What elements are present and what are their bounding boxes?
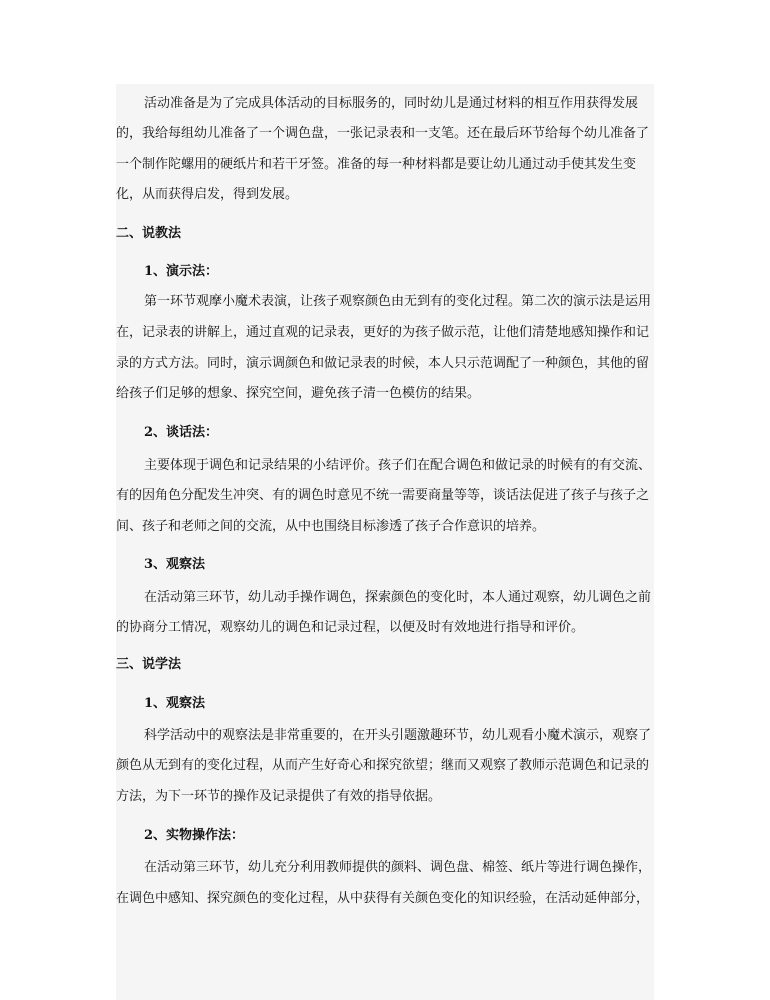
subsection-heading: 3、观察法 — [144, 557, 206, 572]
paragraph-line: 主要体现于调色和记录结果的小结评价。孩子们在配合调色和做记录的时候有的有交流、 — [144, 458, 652, 473]
paragraph-line: 第一环节观摩小魔术表演，让孩子观察颜色由无到有的变化过程。第二次的演示法是运用 — [144, 294, 652, 309]
subsection-heading: 2、谈话法： — [144, 425, 219, 440]
paragraph-line: 的协商分工情况，观察幼儿的调色和记录过程，以便及时有效地进行指导和评价。 — [116, 620, 585, 635]
paragraph-line: 活动准备是为了完成具体活动的目标服务的，同时幼儿是通过材料的相互作用获得发展 — [144, 96, 639, 111]
subsection-heading: 1、演示法： — [144, 264, 219, 279]
paragraph-line: 一个制作陀螺用的硬纸片和若干牙签。准备的每一种材料都是要让幼儿通过动手使其发生变 — [116, 157, 637, 172]
paragraph-line: 录的方式方法。同时，演示调颜色和做记录表的时候，本人只示范调配了一种颜色，其他的留 — [116, 356, 650, 371]
paragraph-line: 在调色中感知、探究颜色的变化过程，从中获得有关颜色变化的知识经验，在活动延伸部分， — [116, 891, 650, 906]
section-heading: 二、说教法 — [116, 226, 182, 241]
subsection-heading: 1、观察法 — [144, 696, 206, 711]
paragraph-line: 在活动第三环节，幼儿动手操作调色，探索颜色的变化时，本人通过观察，幼儿调色之前 — [144, 590, 652, 605]
paragraph-line: 科学活动中的观察法是非常重要的，在开头引题激趣环节，幼儿观看小魔术演示，观察了 — [144, 728, 652, 743]
paragraph-line: 的，我给每组幼儿准备了一个调色盘，一张记录表和一支笔。还在最后环节给每个幼儿准备了 — [116, 126, 650, 141]
subsection-heading: 2、实物操作法： — [144, 828, 245, 843]
paragraph-line: 方法，为下一环节的操作及记录提供了有效的指导依据。 — [116, 789, 442, 804]
paragraph-line: 化，从而获得启发，得到发展。 — [116, 187, 299, 202]
section-heading: 三、说学法 — [116, 657, 182, 672]
paragraph-line: 间、孩子和老师之间的交流，从中也围绕目标渗透了孩子合作意识的培养。 — [116, 519, 546, 534]
paragraph-line: 给孩子们足够的想象、探究空间，避免孩子清一色模仿的结果。 — [116, 386, 481, 401]
paragraph-line: 颜色从无到有的变化过程，从而产生好奇心和探究欲望；继而又观察了教师示范调色和记录的 — [116, 758, 650, 773]
paragraph-line: 在，记录表的讲解上，通过直观的记录表，更好的为孩子做示范，让他们清楚地感知操作和记 — [116, 325, 650, 340]
document-page — [116, 84, 654, 1000]
paragraph-line: 在活动第三环节，幼儿充分利用教师提供的颜料、调色盘、棉签、纸片等进行调色操作， — [144, 860, 652, 875]
paragraph-line: 有的因角色分配发生冲突、有的调色时意见不统一需要商量等等，谈话法促进了孩子与孩子之 — [116, 488, 650, 503]
